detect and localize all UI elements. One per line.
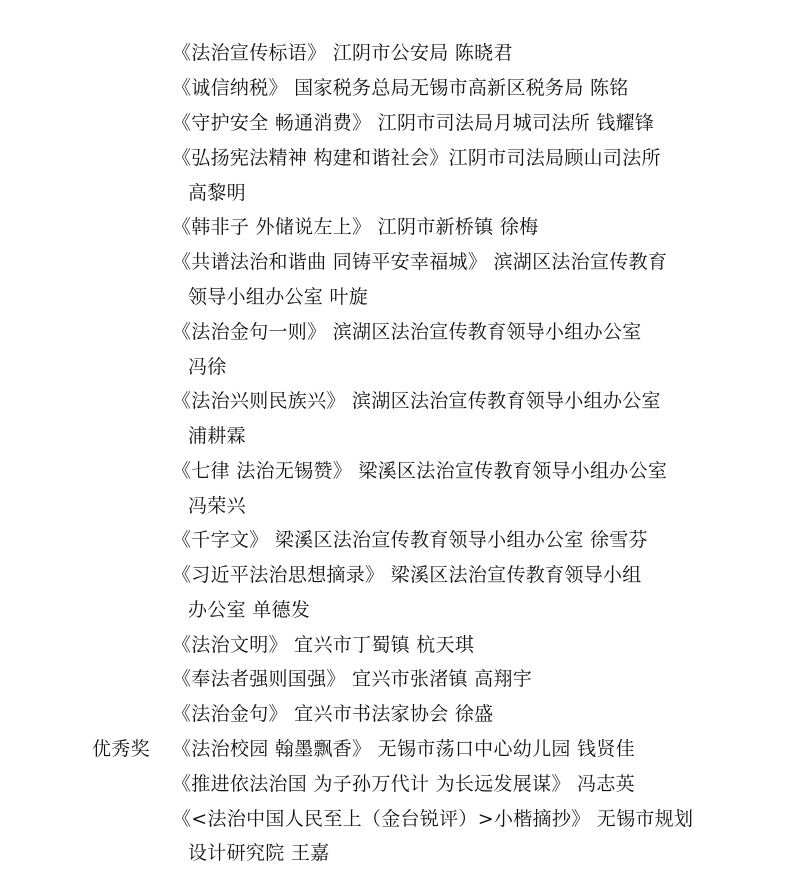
entry-continuation: 浦耕霖 xyxy=(188,425,246,447)
entry-line: 《韩非子 外储说左上》 江阴市新桥镇 徐梅 xyxy=(172,216,539,238)
entry-line: 《推进依法治国 为子孙万代计 为长远发展谋》 冯志英 xyxy=(172,773,635,795)
entry-continuation: 办公室 单德发 xyxy=(188,599,311,621)
entry-continuation: 领导小组办公室 叶旋 xyxy=(188,286,369,308)
award-category-label: 优秀奖 xyxy=(92,738,150,760)
entry-continuation: 冯荣兴 xyxy=(188,495,246,517)
entry-line: 《弘扬宪法精神 构建和谐社会》江阴市司法局顾山司法所 xyxy=(172,147,661,169)
entry-continuation: 高黎明 xyxy=(188,182,246,204)
entry-line: 《守护安全 畅通消费》 江阴市司法局月城司法所 钱耀锋 xyxy=(172,112,655,134)
entry-line: 《共谱法治和谐曲 同铸平安幸福城》 滨湖区法治宣传教育 xyxy=(172,251,668,273)
entry-line: 《法治宣传标语》 江阴市公安局 陈晓君 xyxy=(172,42,513,64)
entry-line: 《奉法者强则国强》 宜兴市张渚镇 高翔宇 xyxy=(172,668,533,690)
entry-line: 《千字文》 梁溪区法治宣传教育领导小组办公室 徐雪芬 xyxy=(172,529,648,551)
entry-line: 《七律 法治无锡赞》 梁溪区法治宣传教育领导小组办公室 xyxy=(172,460,668,482)
entry-line: 《<法治中国人民至上（金台锐评）>小楷摘抄》 无锡市规划 xyxy=(172,808,694,830)
entry-line: 《诚信纳税》 国家税务总局无锡市高新区税务局 陈铭 xyxy=(172,77,629,99)
entry-line: 《法治金句》 宜兴市书法家协会 徐盛 xyxy=(172,703,494,725)
entry-line: 《法治兴则民族兴》 滨湖区法治宣传教育领导小组办公室 xyxy=(172,390,661,412)
entry-continuation: 设计研究院 王嘉 xyxy=(188,842,330,864)
entry-line: 《法治文明》 宜兴市丁蜀镇 杭天琪 xyxy=(172,634,475,656)
entry-line: 《法治金句一则》 滨湖区法治宣传教育领导小组办公室 xyxy=(172,321,642,343)
entry-line: 《习近平法治思想摘录》 梁溪区法治宣传教育领导小组 xyxy=(172,564,642,586)
entry-continuation: 冯徐 xyxy=(188,356,227,378)
entry-line: 《法治校园 翰墨飘香》 无锡市荡口中心幼儿园 钱贤佳 xyxy=(172,738,635,760)
